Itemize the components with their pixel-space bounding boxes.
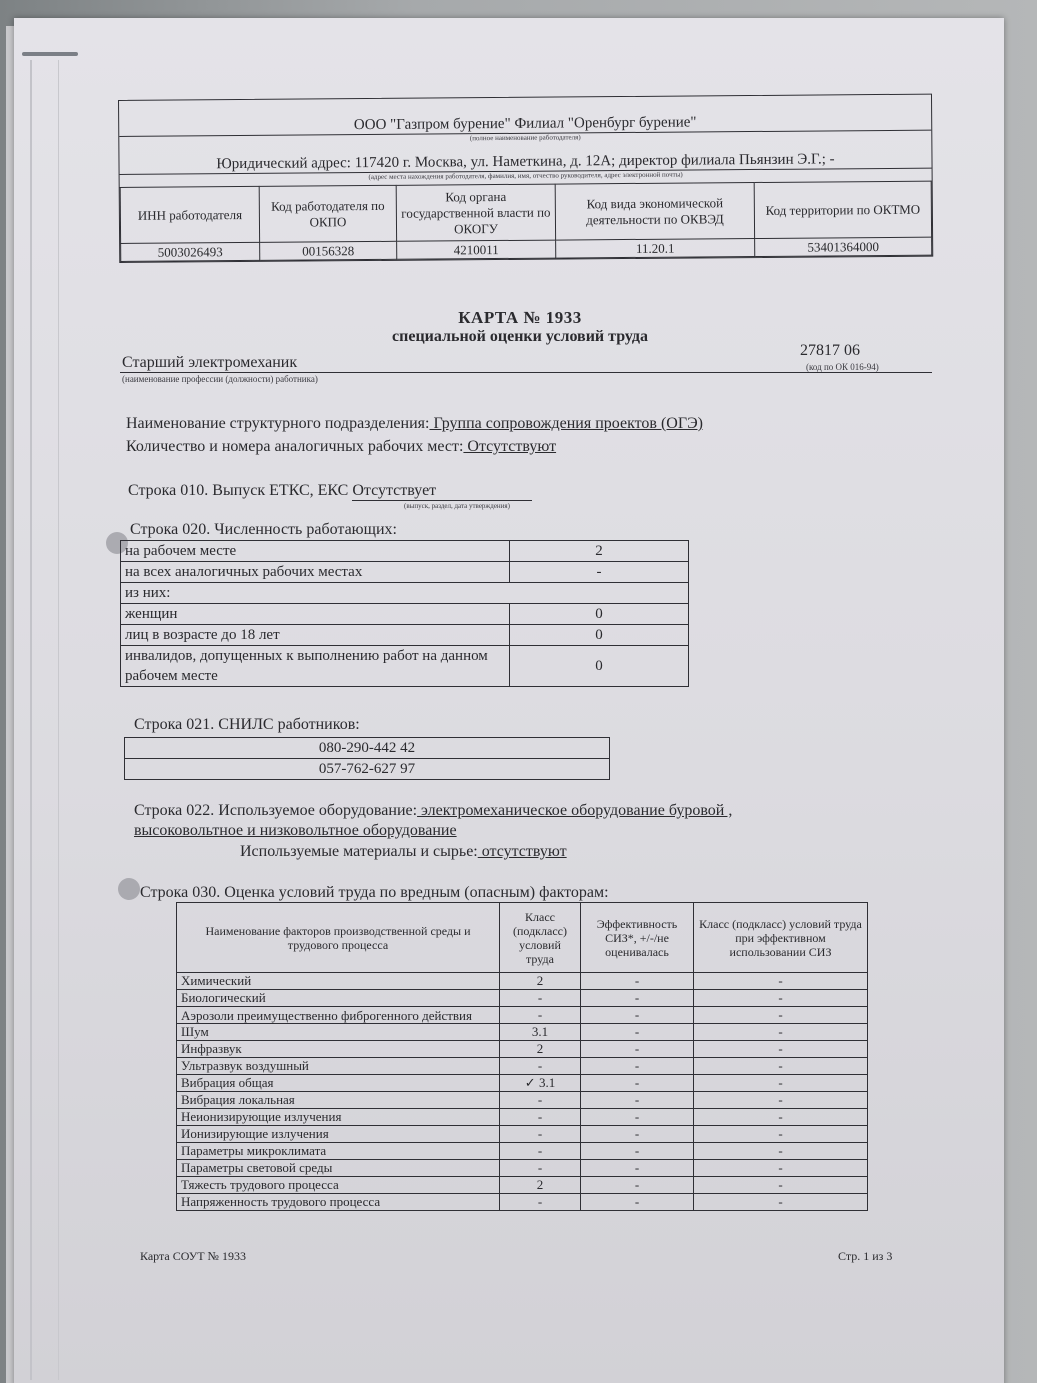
table-row [177, 973, 868, 990]
card-title: КАРТА № 1933 [458, 308, 582, 327]
row022-line [134, 802, 732, 820]
footer-card-number: Карта СОУТ № 1933 [140, 1249, 247, 1263]
table-row [177, 1194, 868, 1211]
table-row [125, 738, 610, 759]
analog-label: Количество и номера аналогичных рабочих мест: [126, 438, 464, 455]
factor-name: Напряженность трудового процесса [177, 1194, 500, 1211]
code-value: 00156328 [260, 241, 397, 260]
row030-label: Строка 030. Оценка условий труда по вредным (опасным) факторам: [140, 884, 609, 901]
factor-name: Ультразвук воздушный [177, 1058, 500, 1075]
card-subtitle: специальной оценки условий труда [392, 328, 648, 345]
workers-name: из них: [121, 583, 689, 604]
factor-name: Вибрация общая [177, 1075, 500, 1092]
code-header: Код территории по ОКТМО [754, 181, 931, 238]
row010-label: Строка 010. Выпуск ЕТКС, ЕКС [128, 482, 349, 499]
factor-class-with-siz: - [694, 1160, 868, 1177]
profession-name: Старший электромеханик [122, 354, 298, 371]
workers-name: инвалидов, допущенных к выполнению работ на данном рабочем месте [121, 646, 510, 687]
equipment-value-1: электромеханическое оборудование буровой , [417, 802, 733, 819]
hole-punch-mark [118, 878, 140, 900]
materials-line [240, 843, 567, 861]
table-row [121, 541, 689, 562]
workers-name: женщин [121, 604, 510, 625]
factor-class-with-siz: - [694, 1109, 868, 1126]
code-value: 5003026493 [121, 242, 260, 261]
factors-header: Эффективность СИЗ*, +/-/не оценивалась [581, 903, 694, 973]
table-row [177, 990, 868, 1007]
table-row [177, 1075, 868, 1092]
row010-line [128, 482, 532, 501]
factor-siz-effect: - [581, 990, 694, 1007]
code-header: Код работодателя по ОКПО [259, 185, 396, 242]
factor-class: 2 [500, 973, 581, 990]
factor-class-with-siz: - [694, 1007, 868, 1024]
factor-class-with-siz: - [694, 1194, 868, 1211]
factor-siz-effect: - [581, 1075, 694, 1092]
factor-name: Параметры микроклимата [177, 1143, 500, 1160]
factors-header: Наименование факторов производственной среды и трудового процесса [177, 903, 500, 973]
factors-header: Класс (подкласс) условий труда при эффективном использовании СИЗ [694, 903, 868, 973]
factor-class: - [500, 1160, 581, 1177]
row010-value: Отсутствует [352, 482, 532, 501]
table-row [177, 1109, 868, 1126]
table-row [177, 1143, 868, 1160]
workers-value: 0 [510, 646, 689, 687]
factor-name: Параметры световой среды [177, 1160, 500, 1177]
factor-siz-effect: - [581, 1007, 694, 1024]
factor-class-with-siz: - [694, 1177, 868, 1194]
factor-class: - [500, 1126, 581, 1143]
staple [22, 52, 78, 56]
factor-name: Ионизирующие излучения [177, 1126, 500, 1143]
workers-value: - [510, 562, 689, 583]
org-name: ООО "Газпром бурение" Филиал "Оренбург бурение" [119, 95, 931, 137]
factor-name: Шум [177, 1024, 500, 1041]
code-header: Код органа государственной власти по ОКОГУ [396, 184, 555, 241]
code-header: Код вида экономической деятельности по ОКВЭД [555, 183, 754, 241]
okpdtr-caption: (код по ОК 016-94) [806, 362, 879, 372]
org-caption: (полное наименование работодателя) [469, 133, 581, 143]
factor-class: - [500, 1109, 581, 1126]
unit-label: Наименование структурного подразделения: [126, 415, 430, 432]
table-row [177, 1024, 868, 1041]
okpdtr-code: 27817 06 [800, 342, 860, 359]
factor-name: Биологический [177, 990, 500, 1007]
factor-class: 2 [500, 1177, 581, 1194]
workers-table [120, 540, 689, 687]
factor-class-with-siz: - [694, 1126, 868, 1143]
code-value: 11.20.1 [556, 239, 755, 259]
table-row [177, 1126, 868, 1143]
factor-class-with-siz: - [694, 1143, 868, 1160]
workers-name: лиц в возрасте до 18 лет [121, 625, 510, 646]
code-value: 4210011 [397, 240, 556, 259]
unit-value: Группа сопровождения проектов (ОГЭ) [429, 415, 703, 432]
table-row [177, 1058, 868, 1075]
table-row [121, 646, 689, 687]
table-row [121, 625, 689, 646]
factor-siz-effect: - [581, 1143, 694, 1160]
workers-value: 0 [510, 625, 689, 646]
snils-table [124, 737, 610, 780]
materials-value: отсутствуют [477, 843, 567, 860]
factor-name: Вибрация локальная [177, 1092, 500, 1109]
factor-siz-effect: - [581, 1160, 694, 1177]
factor-class-with-siz: - [694, 1058, 868, 1075]
factor-siz-effect: - [581, 1024, 694, 1041]
address-caption: (адрес места нахождения работодателя, фамилия, имя, отчество руководителя, адрес электронной почты) [368, 170, 683, 182]
materials-label: Используемые материалы и сырье: [240, 843, 478, 860]
table-row [125, 759, 610, 780]
factor-name: Химический [177, 973, 500, 990]
table-row [177, 1177, 868, 1194]
margin-lines [30, 60, 92, 1380]
workers-name: на всех аналогичных рабочих местах [121, 562, 510, 583]
factor-siz-effect: - [581, 1194, 694, 1211]
org-address: Юридический адрес: 117420 г. Москва, ул. Наметкина, д. 12А; директор филиала Пьянзин Э.Г.; - [119, 143, 931, 175]
employer-codes-table [120, 181, 933, 262]
table-row [121, 583, 689, 604]
factor-class: - [500, 1194, 581, 1211]
factors-header: Класс (подкласс) условий труда [500, 903, 581, 973]
factor-siz-effect: - [581, 1126, 694, 1143]
equipment-value-2: высоковольтное и низковольтное оборудование [134, 822, 457, 839]
table-row [121, 604, 689, 625]
factors-table [176, 902, 868, 1211]
factor-class-with-siz: - [694, 1024, 868, 1041]
factor-name: Аэрозоли преимущественно фиброгенного действия [177, 1007, 500, 1024]
workers-value: 0 [510, 604, 689, 625]
factor-class: - [500, 990, 581, 1007]
factor-class: - [500, 1143, 581, 1160]
factors-body [177, 973, 868, 1211]
factor-siz-effect: - [581, 1092, 694, 1109]
factor-siz-effect: - [581, 1058, 694, 1075]
employer-header [118, 94, 933, 263]
row021-label: Строка 021. СНИЛС работников: [134, 716, 360, 733]
row010-caption: (выпуск, раздел, дата утверждения) [404, 502, 510, 510]
factor-class: 3.1 [500, 1024, 581, 1041]
profession-caption: (наименование профессии (должности) работника) [122, 374, 318, 384]
factor-class: - [500, 1058, 581, 1075]
factor-class: - [500, 1092, 581, 1109]
factor-name: Инфразвук [177, 1041, 500, 1058]
factor-siz-effect: - [581, 1109, 694, 1126]
factor-class: ✓ 3.1 [500, 1075, 581, 1092]
snils-value: 057-762-627 97 [125, 759, 610, 780]
factor-name: Тяжесть трудового процесса [177, 1177, 500, 1194]
table-row [177, 1007, 868, 1024]
factor-class-with-siz: - [694, 990, 868, 1007]
workers-value: 2 [510, 541, 689, 562]
factor-class-with-siz: - [694, 1075, 868, 1092]
factor-class: - [500, 1007, 581, 1024]
analog-value: Отсутствуют [463, 438, 557, 455]
factor-siz-effect: - [581, 973, 694, 990]
factor-name: Неионизирующие излучения [177, 1109, 500, 1126]
table-row [177, 1092, 868, 1109]
factor-class-with-siz: - [694, 1092, 868, 1109]
code-value: 53401364000 [755, 237, 932, 256]
factor-siz-effect: - [581, 1177, 694, 1194]
row020-label: Строка 020. Численность работающих: [130, 521, 397, 538]
footer-page-number: Стр. 1 из 3 [838, 1249, 893, 1263]
table-row [177, 1160, 868, 1177]
factor-class-with-siz: - [694, 1041, 868, 1058]
table-row [177, 1041, 868, 1058]
table-row [121, 562, 689, 583]
factor-siz-effect: - [581, 1041, 694, 1058]
factor-class-with-siz: - [694, 973, 868, 990]
unit-line [126, 415, 703, 433]
workers-name: на рабочем месте [121, 541, 510, 562]
analog-line [126, 438, 556, 456]
table-header-row [177, 903, 868, 973]
factor-class: 2 [500, 1041, 581, 1058]
snils-value: 080-290-442 42 [125, 738, 610, 759]
row022-label: Строка 022. Используемое оборудование: [134, 802, 418, 819]
code-header: ИНН работодателя [120, 186, 259, 243]
